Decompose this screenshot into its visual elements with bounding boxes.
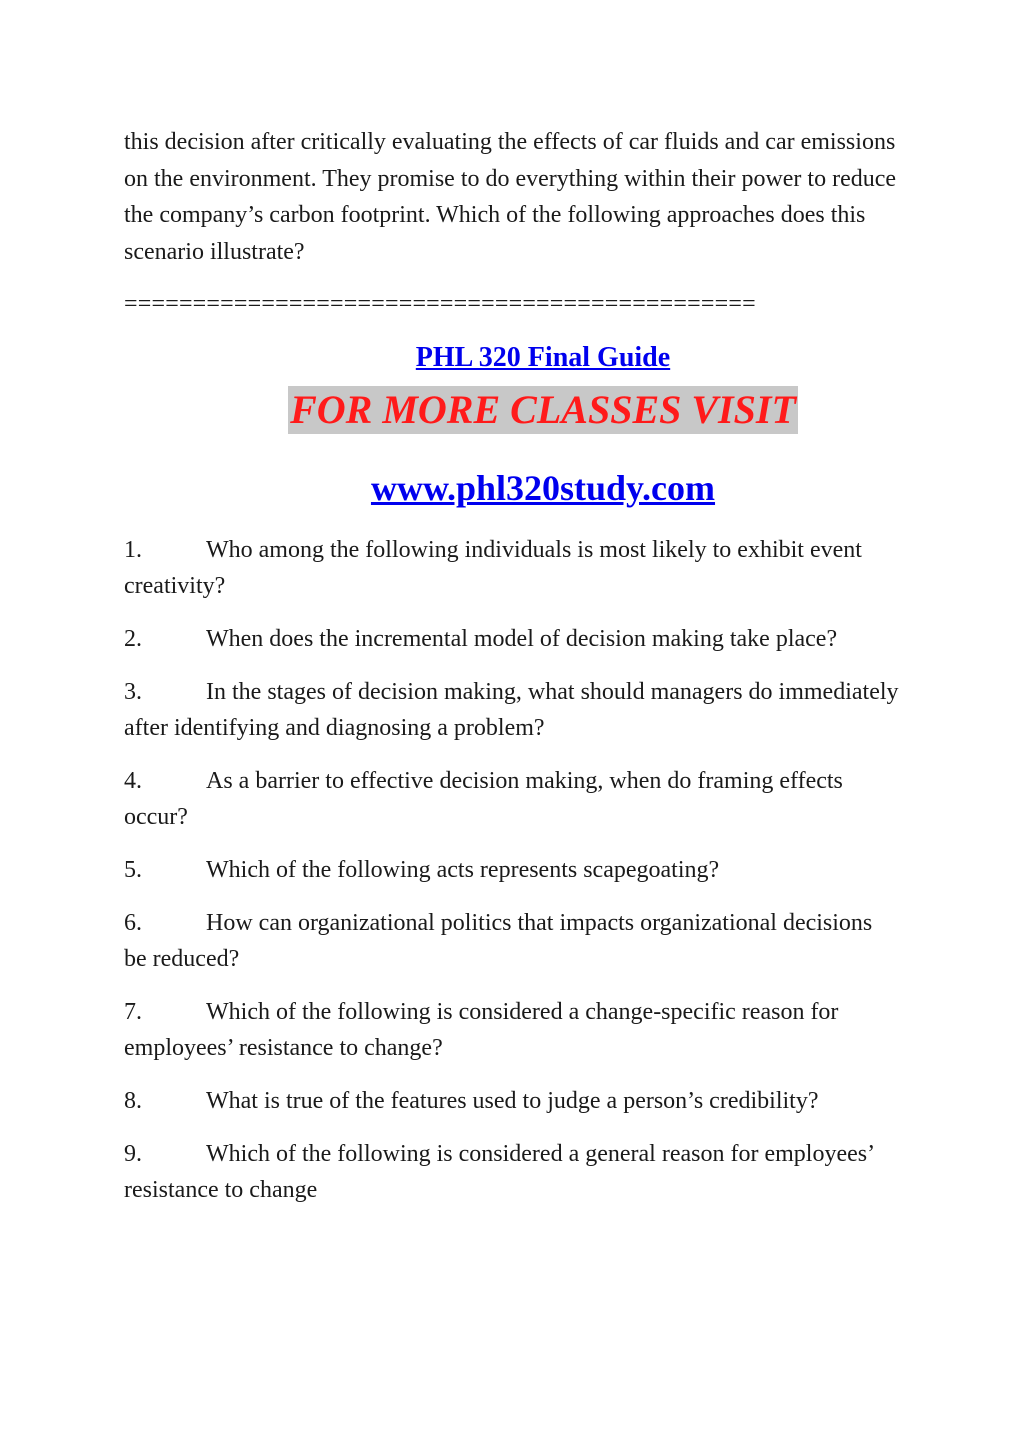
question-item <box>124 1136 899 1208</box>
question-number: 3. <box>124 679 142 705</box>
question-item <box>124 905 899 977</box>
question-item <box>124 674 899 746</box>
question-item <box>124 532 899 604</box>
question-number: 2. <box>124 626 142 652</box>
question-text: Which of the following acts represents scapegoating? <box>206 857 720 883</box>
question-item <box>124 621 899 657</box>
question-item <box>124 763 899 835</box>
question-text: Which of the following is considered a change-specific reason for employees’ resistance to change? <box>124 999 839 1061</box>
question-item <box>124 852 899 888</box>
visit-banner: FOR MORE CLASSES VISIT <box>290 387 796 432</box>
guide-link[interactable]: PHL 320 Final Guide <box>415 342 671 373</box>
guide-heading <box>124 322 962 376</box>
question-item <box>124 1083 899 1119</box>
question-number: 6. <box>124 910 142 936</box>
question-text: Which of the following is considered a general reason for employees’ resistance to change <box>124 1141 874 1203</box>
question-number: 8. <box>124 1088 142 1114</box>
site-link[interactable]: www.phl320study.com <box>370 468 716 508</box>
question-number: 1. <box>124 537 142 563</box>
document-page <box>124 124 899 1225</box>
visit-banner-row <box>124 386 962 444</box>
question-number: 9. <box>124 1141 142 1167</box>
question-number: 7. <box>124 999 142 1025</box>
separator-line: ============================================== <box>124 291 756 317</box>
question-number: 4. <box>124 768 142 794</box>
question-text: When does the incremental model of decision making take place? <box>206 626 838 652</box>
question-text: How can organizational politics that impacts organizational decisions be reduced? <box>124 910 873 972</box>
question-text: In the stages of decision making, what should managers do immediately after identifying and diagnosing a problem? <box>124 679 899 741</box>
site-link-row <box>124 466 962 518</box>
question-list <box>124 532 899 1208</box>
question-number: 5. <box>124 857 142 883</box>
question-text: Who among the following individuals is most likely to exhibit event creativity? <box>124 537 862 599</box>
intro-paragraph: this decision after critically evaluating the effects of car fluids and car emissions on the environment. They promise to do everything within their power to reduce the company’s carbon footprint. Which of the following approaches does this scenario illustrate? <box>124 129 897 265</box>
question-text: What is true of the features used to judge a person’s credibility? <box>206 1088 819 1114</box>
question-text: As a barrier to effective decision making, when do framing effects occur? <box>124 768 843 830</box>
question-item <box>124 994 899 1066</box>
